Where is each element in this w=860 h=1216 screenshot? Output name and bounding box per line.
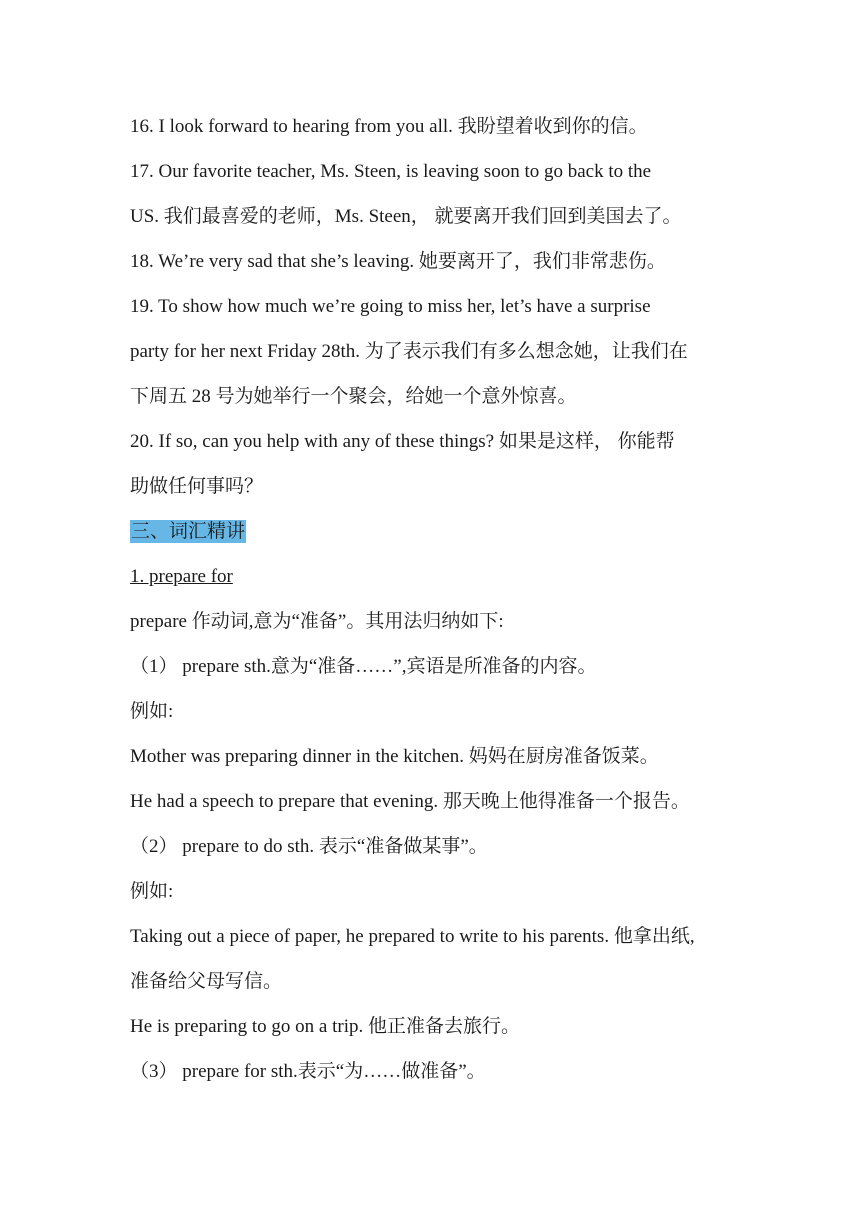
usage-2: （2） prepare to do sth. 表示“准备做某事”。 xyxy=(130,836,488,857)
section-heading-text: 三、词汇精讲 xyxy=(131,521,246,542)
usage-1: （1） prepare sth.意为“准备……”,宾语是所准备的内容。 xyxy=(130,656,597,677)
sentence-18: 18. We’re very sad that she’s leaving. 她要离开了，我们非常悲伤。 xyxy=(130,251,666,272)
sentence-19-part1: 19. To show how much we’re going to miss her, let’s have a surprise xyxy=(130,296,651,317)
example-2a-part1: Taking out a piece of paper, he prepared to write to his parents. 他拿出纸, xyxy=(130,926,695,947)
example-1a: Mother was preparing dinner in the kitchen. 妈妈在厨房准备饭菜。 xyxy=(130,746,659,767)
example-1b: He had a speech to prepare that evening. 那天晚上他得准备一个报告。 xyxy=(130,791,690,812)
example-label-2: 例如: xyxy=(130,881,174,902)
sentence-16: 16. I look forward to hearing from you all. 我盼望着收到你的信。 xyxy=(130,116,648,137)
sentence-17-part1: 17. Our favorite teacher, Ms. Steen, is leaving soon to go back to the xyxy=(130,161,652,182)
example-2b: He is preparing to go on a trip. 他正准备去旅行。 xyxy=(130,1016,520,1037)
sentence-17-part2: US. 我们最喜爱的老师，Ms. Steen， 就要离开我们回到美国去了。 xyxy=(130,206,682,227)
section-heading xyxy=(130,520,740,544)
sentence-20-part1: 20. If so, can you help with any of these things? 如果是这样， 你能帮 xyxy=(130,431,675,452)
sentence-20-part2: 助做任何事吗？ xyxy=(130,476,264,497)
sentence-19-part3: 下周五 28 号为她举行一个聚会，给她一个意外惊喜。 xyxy=(130,386,577,407)
vocab-item-title-text: 1. prepare for xyxy=(130,566,233,587)
usage-3: （3） prepare for sth.表示“为……做准备”。 xyxy=(130,1061,486,1082)
sentence-19-part2: party for her next Friday 28th. 为了表示我们有多么想念她，让我们在 xyxy=(130,341,688,362)
vocab-item-title xyxy=(130,565,740,589)
example-2a-part2: 准备给父母写信。 xyxy=(130,971,283,992)
example-label-1: 例如: xyxy=(130,701,174,722)
vocab-intro: prepare 作动词,意为“准备”。其用法归纳如下: xyxy=(130,611,504,632)
